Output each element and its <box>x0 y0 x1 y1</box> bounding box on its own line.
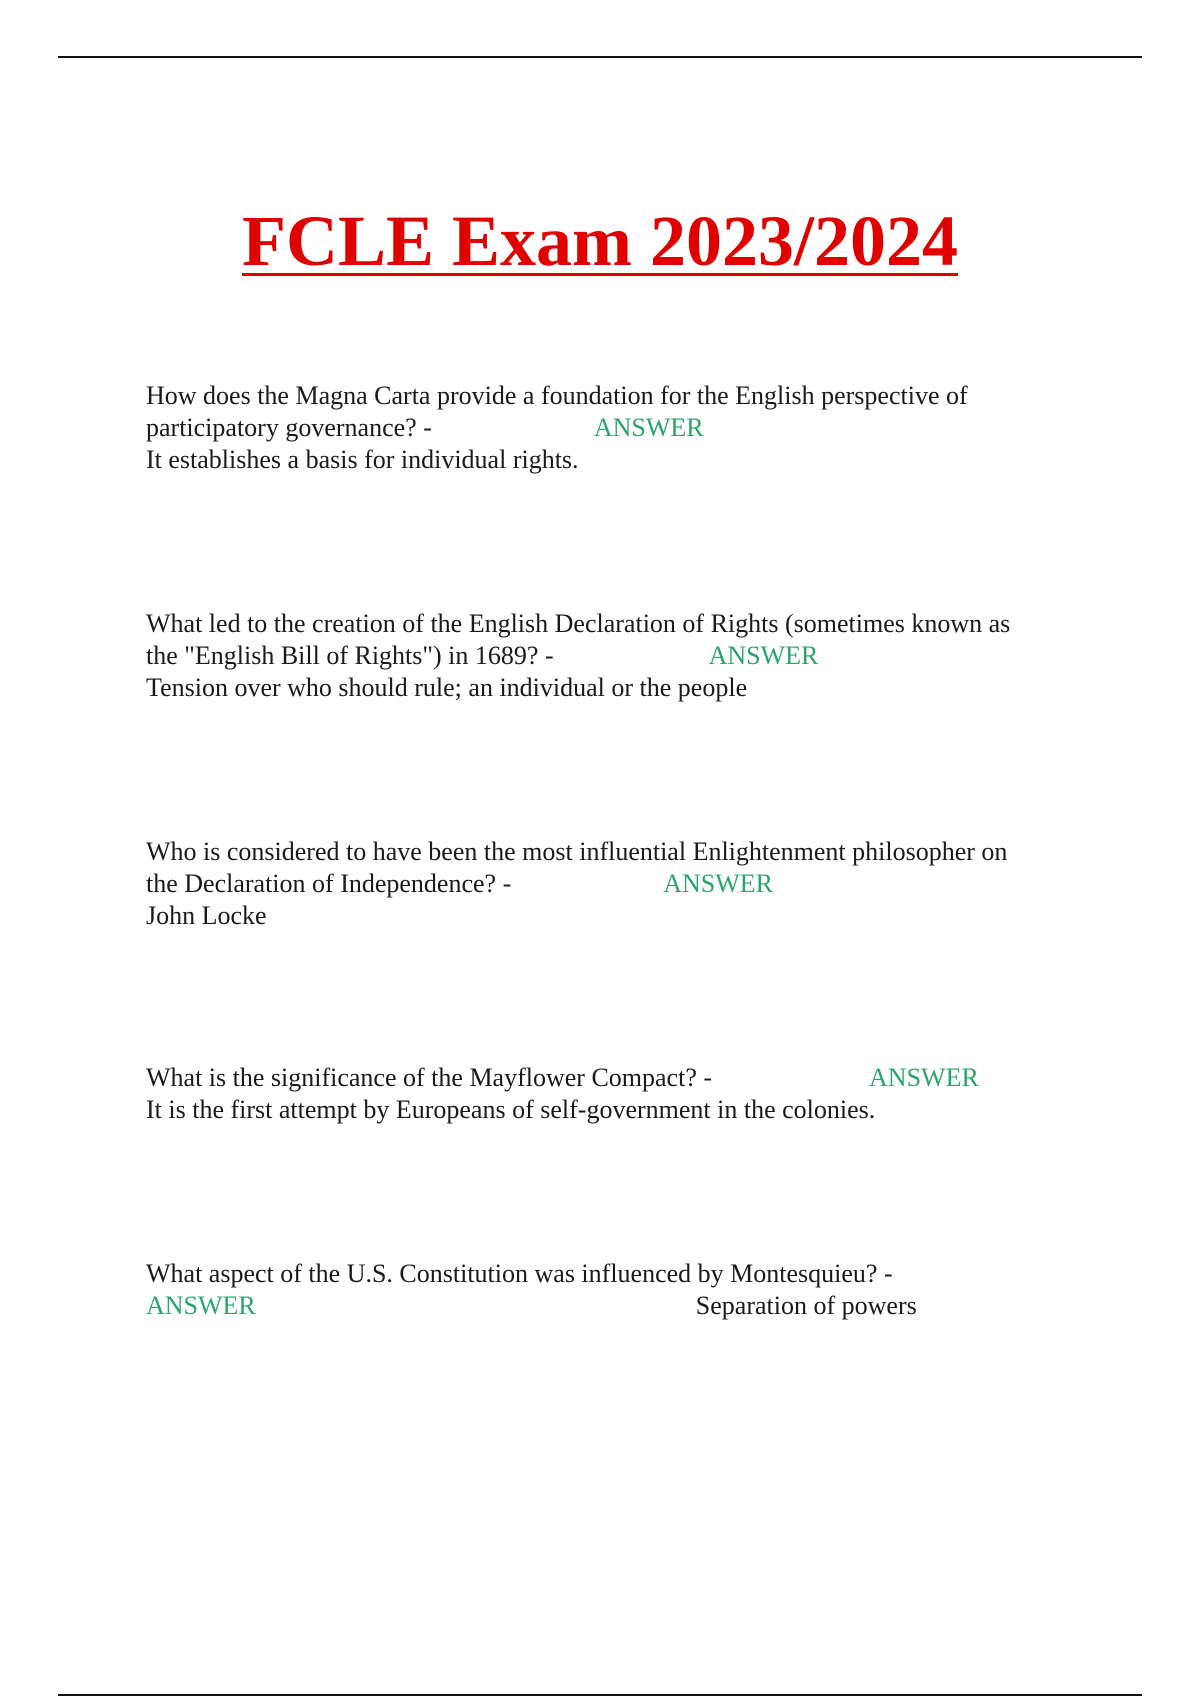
question-3-line-1: Who is considered to have been the most influential Enlightenment philosopher on <box>146 837 1008 866</box>
answer-2: Tension over who should rule; an individual or the people <box>146 673 748 702</box>
question-4-line-1 <box>146 1062 1096 1094</box>
qa-item-3 <box>146 836 1096 932</box>
question-1-line-2-text: participatory governance? - <box>146 413 432 442</box>
qa-item-4 <box>146 1062 1096 1126</box>
question-2-line-1: What led to the creation of the English Declaration of Rights (sometimes known as <box>146 609 1011 638</box>
question-3-line-2-text: the Declaration of Independence? - <box>146 869 512 898</box>
question-3-line-2 <box>146 868 1096 900</box>
qa-item-2 <box>146 608 1096 704</box>
answer-tag-4: ANSWER <box>869 1063 979 1092</box>
question-2-line-2-text: the "English Bill of Rights") in 1689? - <box>146 641 554 670</box>
answer-tag-3: ANSWER <box>663 869 774 898</box>
question-2-line-2 <box>146 640 1096 672</box>
answer-tag-2: ANSWER <box>708 641 819 670</box>
page-title <box>0 201 1200 281</box>
answer-5: Separation of powers <box>695 1291 917 1320</box>
question-5-line-1: What aspect of the U.S. Constitution was influenced by Montesquieu? - <box>146 1259 893 1288</box>
question-1-line-1: How does the Magna Carta provide a foundation for the English perspective of <box>146 381 968 410</box>
answer-4: It is the first attempt by Europeans of self-government in the colonies. <box>146 1095 876 1124</box>
answer-tag-5: ANSWER <box>146 1291 256 1320</box>
qa-item-5 <box>146 1258 1096 1322</box>
qa-item-1 <box>146 380 1096 476</box>
page-title-text: FCLE Exam 2023/2024 <box>241 201 959 281</box>
top-rule <box>58 56 1142 58</box>
answer-tag-1: ANSWER <box>593 413 704 442</box>
bottom-rule <box>58 1694 1142 1696</box>
answer-3: John Locke <box>146 901 267 930</box>
question-5-line-2 <box>146 1290 1096 1322</box>
answer-1: It establishes a basis for individual rights. <box>146 445 579 474</box>
question-1-line-2 <box>146 412 1096 444</box>
question-4-line-1-text: What is the significance of the Mayflower Compact? - <box>146 1063 713 1092</box>
